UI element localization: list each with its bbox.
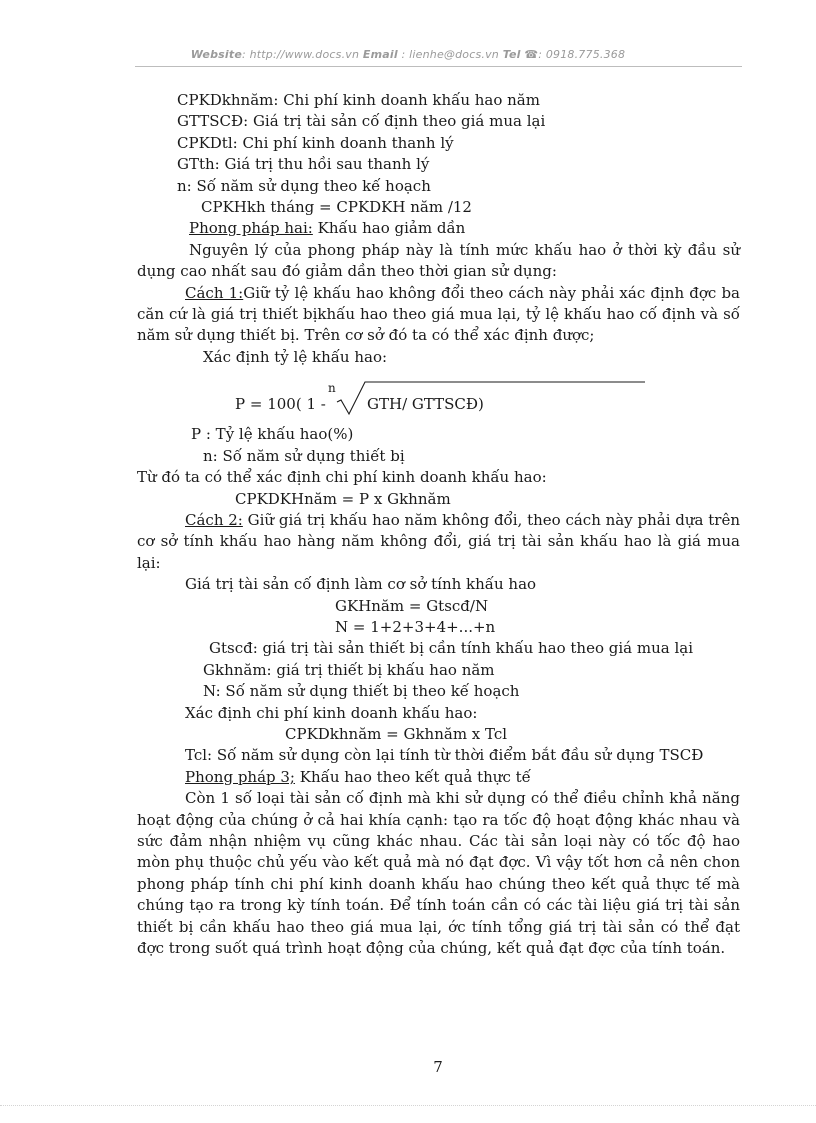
line-cpkdkh-formula: CPKDKHnăm = P x Gkhnăm bbox=[235, 489, 451, 508]
method-two-title: Phong pháp hai: bbox=[189, 219, 313, 238]
email-label: Email bbox=[362, 48, 398, 61]
line-n-definition: n: Số năm sử dụng thiết bị bbox=[203, 446, 405, 465]
line-n-sum: N = 1+2+3+4+...+n bbox=[335, 617, 496, 636]
line-monthly-formula: CPKHkh tháng = CPKDKH năm /12 bbox=[201, 198, 472, 217]
root-index: n bbox=[328, 381, 336, 396]
method-three-title: Phong pháp 3; bbox=[185, 767, 295, 786]
way-1-text: Giữ tỷ lệ khấu hao không đổi theo cách này phải xác định đợc ba căn cứ là giá trị thiết bịkhấu hao theo giá mua lại, tỷ lệ khấu hao cố định và số năm sử dụng thiết bị. Trên cơ sở đó ta có thể xác định được; bbox=[137, 283, 740, 345]
website-label: Website bbox=[190, 48, 242, 61]
line-cpkdtl: CPKDtl: Chi phí kinh doanh thanh lý bbox=[177, 133, 454, 152]
rate-formula bbox=[137, 368, 740, 424]
page-number: 7 bbox=[433, 1058, 443, 1076]
way-1-title: Cách 1: bbox=[185, 283, 244, 302]
document-body bbox=[137, 90, 740, 959]
line-asset-value: Giá trị tài sản cố định làm cơ sở tính khấu hao bbox=[185, 575, 537, 594]
way-2-title: Cách 2: bbox=[185, 510, 243, 529]
website-value: : http://www.docs.vn bbox=[242, 48, 360, 61]
line-gtscd-definition: Gtscđ: giá trị tài sản thiết bị cần tính khấu hao theo giá mua lại bbox=[209, 639, 694, 658]
line-tcl-definition: Tcl: Số năm sử dụng còn lại tính từ thời điểm bắt đầu sử dụng TSCĐ bbox=[185, 746, 704, 765]
footer-divider bbox=[0, 1105, 816, 1106]
paragraph-method-3: Còn 1 số loại tài sản cố định mà khi sử dụng có thể điều chỉnh khả năng hoạt động của chúng ở cả hai khía cạnh: tạo ra tốc độ hoạt động khác nhau và sức đảm nhận nhiệm vụ cũng khác nhau. Các tài sản loại này có tốc độ hao mòn phụ thuộc chủ yếu vào kết quả mà nó đạt đợc. Vì vậy tốt hơn cả nên chon phong pháp tính chi phí kinh doanh khấu hao chúng theo kết quả thực tế mà chúng tạo ra trong kỳ tính toán. Để tính toán cần có các tài liệu giá trị tài sản thiết bị cần khấu hao theo giá mua lại, ớc tính tổng giá trị tài sản có thể đạt đợc trong suốt quá trình hoạt động của chúng, kết quả đạt đợc của tính toán. bbox=[137, 789, 740, 958]
paragraph-way-2 bbox=[137, 510, 740, 574]
line-determine-rate: Xác định tỷ lệ khấu hao: bbox=[203, 347, 388, 366]
way-2-text: Giữ giá trị khấu hao năm không đổi, theo cách này phải dựa trên cơ sở tính khấu hao hàng năm không đổi, giá trị tài sản khấu hao là giá mua lại: bbox=[137, 510, 740, 572]
method-two-heading bbox=[137, 218, 740, 239]
email-value: : lienhe@docs.vn bbox=[401, 48, 499, 61]
page-header bbox=[0, 48, 816, 61]
paragraph-principle: Nguyên lý của phong pháp này là tính mức khấu hao ở thời kỳ đầu sử dụng cao nhất sau đó giảm dần theo thời gian sử dụng: bbox=[137, 240, 740, 281]
line-N-definition: N: Số năm sử dụng thiết bị theo kế hoạch bbox=[203, 682, 520, 701]
header-divider bbox=[135, 66, 742, 67]
tel-label: Tel bbox=[502, 48, 521, 61]
line-from-that: Từ đó ta có thể xác định chi phí kinh doanh khấu hao: bbox=[137, 468, 547, 487]
line-gkh-formula: GKHnăm = Gtscđ/N bbox=[335, 596, 489, 615]
method-two-rest: Khấu hao giảm dần bbox=[312, 219, 466, 238]
method-three-heading bbox=[137, 767, 740, 788]
tel-value: ☎: 0918.775.368 bbox=[524, 48, 626, 61]
line-determine-cost: Xác định chi phí kinh doanh khấu hao: bbox=[185, 703, 478, 722]
line-cpkdkhnam: CPKDkhnăm: Chi phí kinh doanh khấu hao năm bbox=[177, 91, 540, 109]
paragraph-way-1 bbox=[137, 283, 740, 347]
line-gkhnam-definition: Gkhnăm: giá trị thiết bị khấu hao năm bbox=[203, 660, 495, 679]
line-p-definition: P : Tỷ lệ khấu hao(%) bbox=[191, 425, 354, 444]
line-cpkdkhnam-formula: CPKDkhnăm = Gkhnăm x Tcl bbox=[285, 724, 508, 743]
line-gtth: GTth: Giá trị thu hồi sau thanh lý bbox=[177, 155, 430, 174]
line-gttscd: GTTSCĐ: Giá trị tài sản cố định theo giá mua lại bbox=[177, 112, 546, 131]
method-three-rest: Khấu hao theo kết quả thực tế bbox=[295, 767, 531, 786]
formula-lhs: P = 100( 1 - bbox=[235, 395, 326, 414]
line-n-years: n: Số năm sử dụng theo kế hoạch bbox=[177, 176, 431, 195]
formula-radicand: GTH/ GTTSCĐ) bbox=[367, 395, 484, 414]
